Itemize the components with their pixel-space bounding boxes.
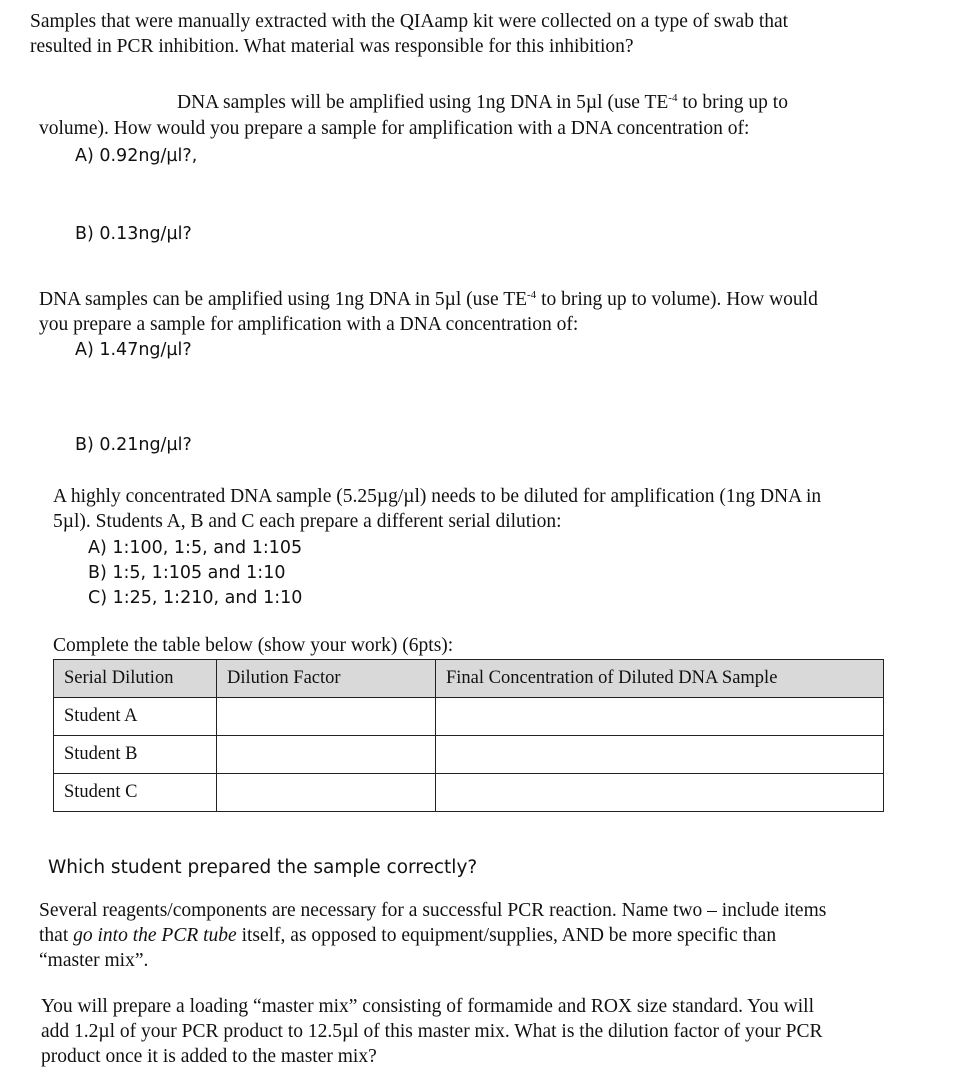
table-intro: Complete the table below (show your work) (6pts): (53, 635, 454, 656)
table-row (54, 698, 884, 736)
q6-line-1: Several reagents/components are necessary for a successful PCR reaction. Name two – include items (39, 900, 827, 921)
q7-line-3: product once it is added to the master mix? (41, 1046, 377, 1067)
q7-line-2: add 1.2µl of your PCR product to 12.5µl of this master mix. What is the dilution factor of your PCR (41, 1021, 823, 1042)
q1-line-1: Samples that were manually extracted with the QIAamp kit were collected on a type of swab that (30, 11, 789, 32)
q4-line-1: A highly concentrated DNA sample (5.25µg/µl) needs to be diluted for amplification (1ng DNA in (53, 486, 822, 507)
q2-line-2: volume). How would you prepare a sample for amplification with a DNA concentration of: (39, 118, 750, 139)
header-final-concentration: Final Concentration of Diluted DNA Sample (436, 660, 884, 698)
q3-option-b: B) 0.21ng/µl? (75, 435, 192, 455)
q3-option-a: A) 1.47ng/µl? (75, 340, 192, 360)
q2-line-1-a: DNA samples will be amplified using 1ng DNA in 5µl (use TE (177, 92, 669, 113)
q2-option-a: A) 0.92ng/µl?, (75, 146, 198, 166)
q3-line-1 (39, 288, 818, 312)
q3-line-1-b: to bring up to volume). How would (536, 289, 818, 310)
q6-line-2-a: that (39, 925, 74, 946)
q2-line-1 (177, 91, 788, 115)
q4-line-2: 5µl). Students A, B and C each prepare a different serial dilution: (53, 511, 562, 532)
dilution-factor-cell-a[interactable] (217, 698, 436, 736)
header-serial-dilution: Serial Dilution (54, 660, 217, 698)
q3-line-1-a: DNA samples can be amplified using 1ng DNA in 5µl (use TE (39, 289, 528, 310)
q4-option-c: C) 1:25, 1:210, and 1:10 (88, 588, 303, 608)
q2-superscript: -4 (668, 92, 678, 104)
q6-line-3: “master mix”. (39, 950, 149, 971)
final-concentration-cell-a[interactable] (436, 698, 884, 736)
q6-line-2-b: itself, as opposed to equipment/supplies, AND be more specific than (236, 925, 777, 946)
header-dilution-factor: Dilution Factor (217, 660, 436, 698)
final-concentration-cell-b[interactable] (436, 736, 884, 774)
q1-line-2: resulted in PCR inhibition. What material was responsible for this inhibition? (30, 36, 634, 57)
q7-line-1: You will prepare a loading “master mix” consisting of formamide and ROX size standard. You will (41, 996, 815, 1017)
dilution-table (53, 659, 884, 812)
q6-line-2-italic: go into the PCR tube (73, 925, 237, 946)
table-row (54, 736, 884, 774)
table-row (54, 774, 884, 812)
q4-option-b: B) 1:5, 1:105 and 1:10 (88, 563, 286, 583)
dilution-factor-cell-b[interactable] (217, 736, 436, 774)
q4-option-a: A) 1:100, 1:5, and 1:105 (88, 538, 303, 558)
table-header-row (54, 660, 884, 698)
q2-option-b: B) 0.13ng/µl? (75, 224, 192, 244)
q2-line-1-b: to bring up to (677, 92, 788, 113)
row-label-student-b: Student B (54, 736, 217, 774)
q6-line-2 (39, 924, 776, 948)
row-label-student-a: Student A (54, 698, 217, 736)
q3-superscript: -4 (527, 289, 537, 301)
final-concentration-cell-c[interactable] (436, 774, 884, 812)
q5-text: Which student prepared the sample correctly? (48, 857, 478, 878)
q3-line-2: you prepare a sample for amplification with a DNA concentration of: (39, 314, 579, 335)
dilution-factor-cell-c[interactable] (217, 774, 436, 812)
row-label-student-c: Student C (54, 774, 217, 812)
